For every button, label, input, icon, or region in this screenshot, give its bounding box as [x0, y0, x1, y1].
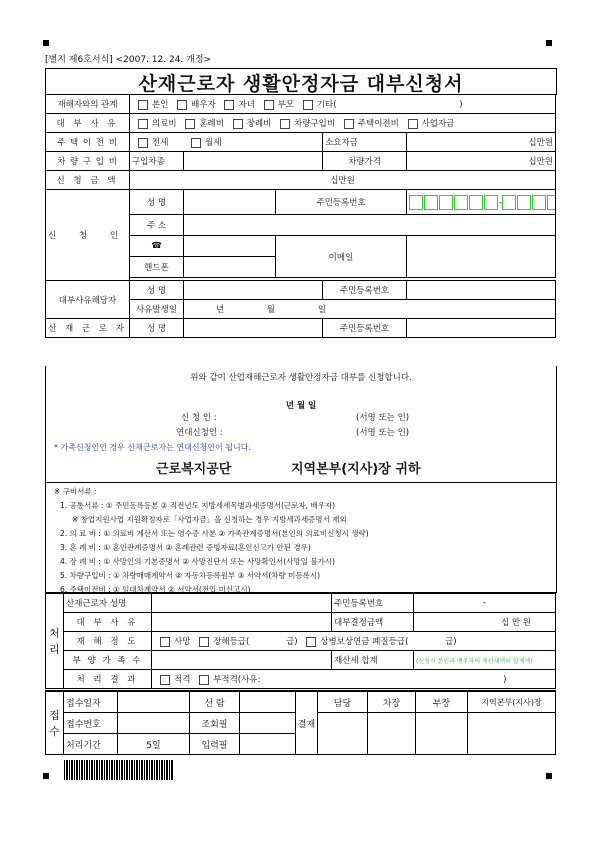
checkbox[interactable] — [224, 100, 234, 110]
housing-amount-field[interactable]: 십만원 — [407, 133, 556, 152]
beneficiary-rrn-field[interactable] — [407, 281, 556, 300]
checkbox[interactable] — [199, 675, 209, 685]
housing-label: 주 택 이 전 비 — [46, 133, 130, 152]
purpose-label: 대 부 사 유 — [46, 114, 130, 133]
worker-rrn-field[interactable] — [407, 319, 556, 338]
purpose-options: 의료비 혼례비 장례비 차량구입비 주택이전비 사업자금 — [130, 114, 556, 133]
checkbox[interactable] — [408, 119, 418, 129]
vehicle-type-field[interactable] — [184, 152, 323, 171]
checkbox[interactable] — [344, 119, 354, 129]
applicant-label: 신 청 인 — [46, 190, 130, 281]
worker-name-field[interactable] — [184, 319, 323, 338]
family-count-field[interactable] — [152, 651, 332, 670]
occurrence-date-field[interactable]: 년 월 일 — [184, 300, 556, 319]
checkbox[interactable] — [185, 119, 195, 129]
checkbox[interactable] — [280, 119, 290, 129]
form-title: 산재근로자 생활안정자금 대부신청서 — [45, 68, 557, 95]
checkbox[interactable] — [160, 675, 170, 685]
checkbox[interactable] — [138, 119, 148, 129]
vehicle-price-field[interactable]: 십만원 — [407, 152, 556, 171]
documents-section: ※ 구비서류 : 1. 공통서류 : ① 주민등록등본 ② 직전년도 지방세세목별과세증명서(근로자, 배우자) ※ 창업지원사업 지원확정자로「사업자금」을 신청하는 경우 지방세과세증명서 제외 2. 의 료 비 : ① 의료비 계산서 또는 영수증 사본 ② 가족관계증명서(본인의 의료비신청시 생략) 3. 혼 례 비 : ① 혼인관계증명서 ② 혼례관련 증빙자료(혼인신고가 안된 경우) 4. 장 례 비 : ① 사망인의 기본증명서 ② 사망진단서 또는 사망확인서(사망일 불가시) 5. 차량구입비 : ① 차량매매계약서 ② 자동차등록원부 ③ 서약서(차량 미등록시) 6. 주택이전비 : ① 임대차계약서 ② 서약서(전입 미신고시) — [45, 482, 557, 593]
phone-icon: ☎ — [130, 236, 184, 257]
checkbox[interactable] — [191, 138, 201, 148]
beneficiary-label: 대부사유해당자 — [46, 281, 130, 319]
receipt-table: 접수 접수일자 선 람 결재 담당 차장 부장 지역본부(지사)장 접수번호 조회필 처리기간 5일 입력필 — [45, 690, 556, 755]
checkbox[interactable] — [303, 100, 313, 110]
amount-field[interactable]: 십만원 — [130, 171, 556, 190]
relation-options: 본인 배우자 자녀 부모 기타( ) — [130, 95, 556, 114]
process-table: 처리 산재근로자 성명 주민등록번호 - 대 부 사 유 대부결정금액 십 만 원 재 해 정 도 사망 장해등급( 급) 상병보상연금 폐질등급( 급) 부 양 가 족 수 재산세 합계 (신청자 본인과 배우자의 재산세액의 합계액) 처 리 결 과 적격 부적격(사유: ) — [45, 592, 556, 689]
checkbox[interactable] — [264, 100, 274, 110]
receipt-number-field[interactable] — [118, 713, 190, 734]
branch-name: 지역본부(지사)장 귀하 — [291, 462, 421, 477]
checkbox[interactable] — [233, 119, 243, 129]
amount-label: 신 청 금 액 — [46, 171, 130, 190]
checkbox[interactable] — [306, 637, 316, 647]
checkbox[interactable] — [138, 100, 148, 110]
application-table: 재해자와의 관계 본인 배우자 자녀 부모 기타( ) 대 부 사 유 의료비 혼례비 장례비 차량구입비 주택이전비 사업자금 주 택 이 전 비 전세 월세 소요자금 십만원 차 량 구 입 비 구입차종 차량가격 십만원 신 청 금 액 십만원 신 청 인 성 명 주민등록번호 - 주 소 ☎ 이메일 핸드폰 대부사유해당자 성 명 주민등록번호 사유발생일 년 월 일 산 재 근 로 자 성 명 주민등록번호 — [45, 94, 556, 338]
applicant-mobile-field[interactable] — [184, 257, 276, 278]
checkbox[interactable] — [199, 637, 209, 647]
checkbox[interactable] — [160, 637, 170, 647]
checkbox[interactable] — [138, 138, 148, 148]
applicant-phone-field[interactable] — [184, 236, 276, 257]
process-reason-field[interactable] — [152, 613, 332, 632]
worker-label: 산 재 근 로 자 — [46, 319, 130, 338]
applicant-email-field[interactable] — [407, 236, 556, 278]
receipt-date-field[interactable] — [118, 691, 190, 713]
barcode — [64, 760, 174, 780]
statement-section: 위와 같이 산업재해근로자 생활안정자금 대부를 신청합니다. 년 월 일 신 청 인 : (서명 또는 인) 연대신청인 : (서명 또는 인) * 가족신청인인 경우 산재근로자는 연대신청인이 됩니다. 근로복지공단 지역본부(지사)장 귀하 — [45, 366, 557, 482]
checkbox[interactable] — [177, 100, 187, 110]
vehicle-label: 차 량 구 입 비 — [46, 152, 130, 171]
applicant-name-field[interactable] — [184, 190, 276, 215]
process-name-field[interactable] — [152, 593, 332, 613]
form-number: [별지 제6호서식] <2007. 12. 24. 개정> — [45, 55, 212, 65]
applicant-address-field[interactable] — [184, 215, 556, 236]
applicant-rrn-field[interactable]: - — [407, 190, 556, 215]
org-name: 근로복지공단 — [156, 462, 232, 477]
relation-label: 재해자와의 관계 — [46, 95, 130, 114]
beneficiary-name-field[interactable] — [184, 281, 323, 300]
